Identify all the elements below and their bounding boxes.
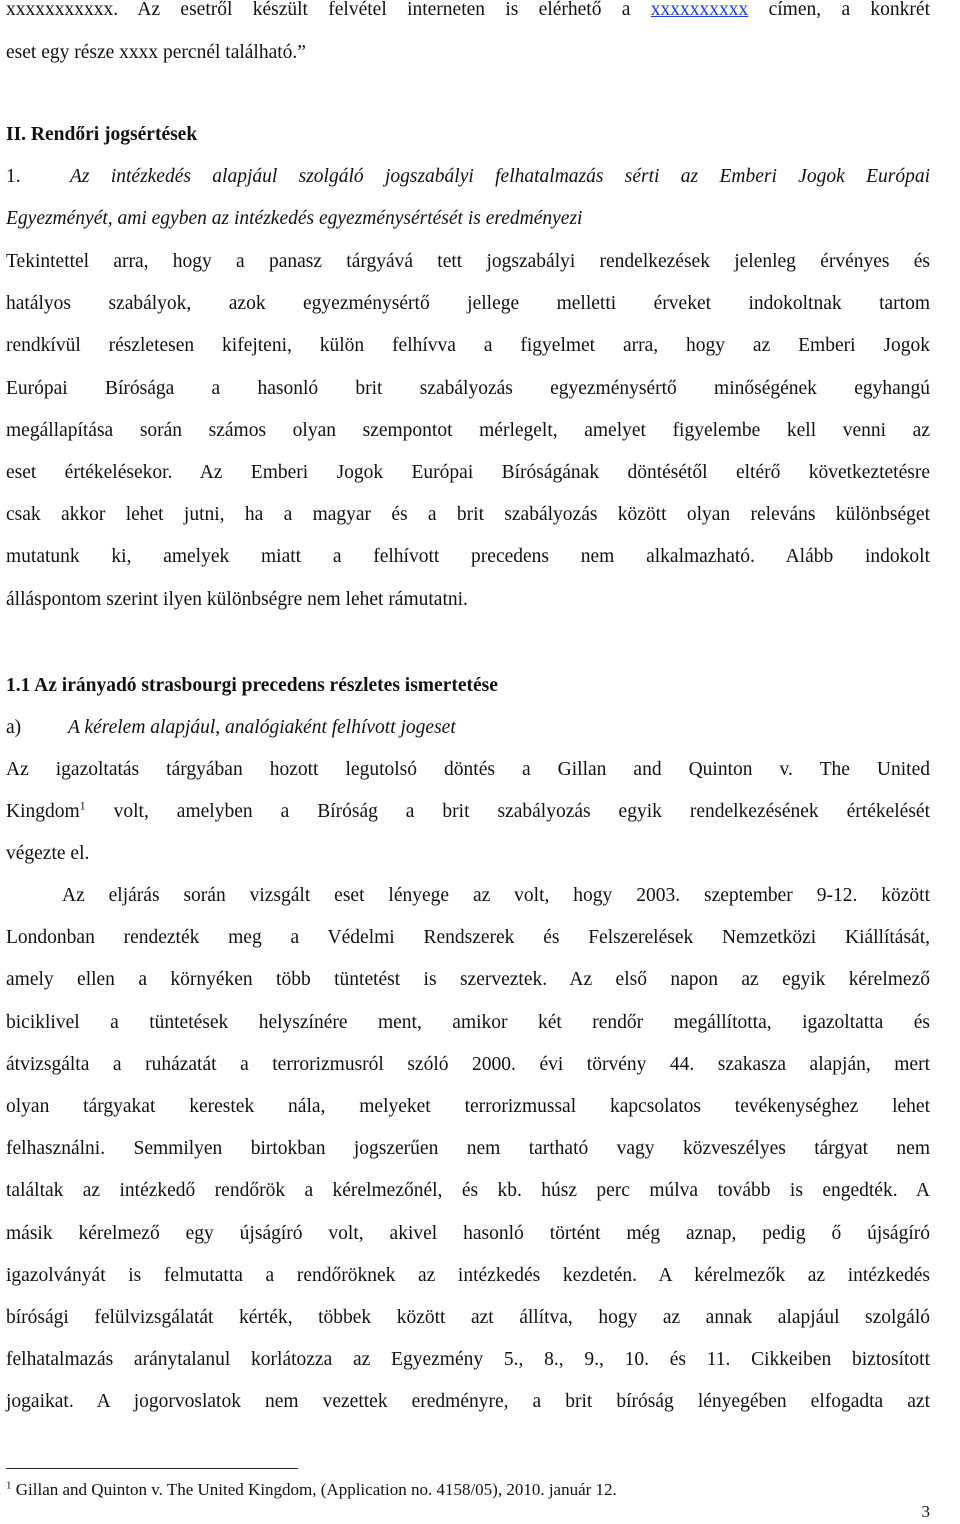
point1-title: Az intézkedés alapjául szolgáló jogszabályi felhatalmazás sérti az Emberi Jogok Európai (70, 166, 930, 187)
body-line: átvizsgálta a ruházatát a terrorizmusról szóló 2000. évi törvény 44. szakasza alapján, mert (6, 1053, 930, 1075)
body-line (6, 791, 930, 833)
body-line: felhatalmazás aránytalanul korlátozza az Egyezmény 5., 8., 9., 10. és 11. Cikkeiben biztosított (6, 1349, 930, 1371)
body-line-indented: Az eljárás során vizsgált eset lényege az volt, hogy 2003. szeptember 9-12. között (62, 885, 930, 906)
point1-number: 1. (6, 166, 21, 187)
body-line: biciklivel a tüntetések helyszínére ment, amikor két rendőr megállította, igazoltatta és (6, 1011, 930, 1033)
intro-line-1 (6, 0, 930, 31)
body-line: Londonban rendezték meg a Védelmi Rendszerek és Felszerelések Nemzetközi Kiállítását, (6, 927, 930, 949)
subsection-heading: 1.1 Az irányadó strasbourgi precedens részletes ismertetése (6, 675, 498, 696)
intro-text-tail: címen, a konkrét (748, 0, 930, 20)
page-number: 3 (921, 1502, 930, 1521)
body-line: mutatunk ki, amelyek miatt a felhívott precedens nem alkalmazható. Alább indokolt (6, 546, 930, 568)
body-line: jogaikat. A jogorvoslatok nem vezettek eredményre, a brit bíróság lényegében elfogadta azt (6, 1391, 930, 1413)
body-line: olyan tárgyakat kerestek nála, melyeket terrorizmussal kapcsolatos tevékenységhez lehet (6, 1096, 930, 1118)
body-line: álláspontom szerint ilyen különbségre nem lehet rámutatni. (6, 588, 468, 610)
footnote (6, 1480, 617, 1500)
section-heading: II. Rendőri jogsértések (6, 124, 198, 145)
body-line: Az igazoltatás tárgyában hozott legutolsó döntés a Gillan and Quinton v. The United (6, 759, 930, 780)
intro-line-2: eset egy része xxxx percnél található.” (6, 42, 306, 63)
footnote-marker: 1 (6, 1479, 12, 1492)
paragraph-2 (6, 875, 930, 1424)
body-text: volt, amelyben a Bíróság a brit szabályozás egyik rendelkezésének értékelését (85, 801, 930, 823)
body-line: eset értékelésekor. Az Emberi Jogok Európai Bíróságának döntésétől eltérő következtetésre (6, 462, 930, 484)
body-line: rendkívül részletesen kifejteni, külön felhívva a figyelmet arra, hogy az Emberi Jogok (6, 335, 930, 357)
body-line: hatályos szabályok, azok egyezménysértő jellege melletti érveket indokoltnak tartom (6, 293, 930, 315)
intro-text: xxxxxxxxxxx. Az esetről készült felvétel interneten is elérhető a (6, 0, 651, 20)
subsection-item (6, 707, 456, 749)
footnote-divider (6, 1468, 298, 1469)
body-line: végezte el. (6, 843, 90, 865)
paragraph-1 (6, 749, 930, 876)
body-line: másik kérelmező egy újságíró volt, akivel hasonló történt még aznap, pedig ő újságíró (6, 1222, 930, 1244)
body-line: amely ellen a környéken több tüntetést is szerveztek. Az első napon az egyik kérelmező (6, 969, 930, 991)
body-line: találtak az intézkedő rendőrök a kérelmezőnél, és kb. húsz perc múlva tovább is engedték. A (6, 1180, 930, 1202)
footnote-text: Gillan and Quinton v. The United Kingdom, (Application no. 4158/05), 2010. január 12. (11, 1480, 617, 1499)
body-line: megállapítása során számos olyan szempontot mérlegelt, amelyet figyelembe kell venni az (6, 419, 930, 441)
point1-title-line2: Egyezményét, ami egyben az intézkedés egyezménysértését is eredményezi (6, 208, 583, 229)
case-name: Kingdom (6, 801, 80, 823)
body-line: felhasználni. Semmilyen birtokban jogszerűen nem tartható vagy közveszélyes tárgyat nem (6, 1138, 930, 1160)
body-line: Tekintettel arra, hogy a panasz tárgyává tett jogszabályi rendelkezések jelenleg érvényes és (6, 251, 930, 272)
body-line: csak akkor lehet jutni, ha a magyar és a brit szabályozás között olyan releváns különbséget (6, 504, 930, 526)
point1-title-line1 (6, 156, 930, 198)
body-line: Európai Bírósága a hasonló brit szabályozás egyezménysértő minőségének egyhangú (6, 377, 930, 399)
item-label: a) (6, 717, 22, 738)
body-line: igazolványát is felmutatta a rendőröknek az intézkedés kezdetén. A kérelmezők az intézkedés (6, 1264, 930, 1286)
point1-body (6, 241, 930, 621)
body-line: bírósági felülvizsgálatát kérték, többek között azt állítva, hogy az annak alapjául szolgáló (6, 1307, 930, 1329)
intro-link[interactable]: xxxxxxxxxx (650, 0, 749, 20)
footnote-ref[interactable]: 1 (79, 798, 86, 813)
item-title: A kérelem alapjául, analógiaként felhívott jogeset (68, 717, 456, 738)
